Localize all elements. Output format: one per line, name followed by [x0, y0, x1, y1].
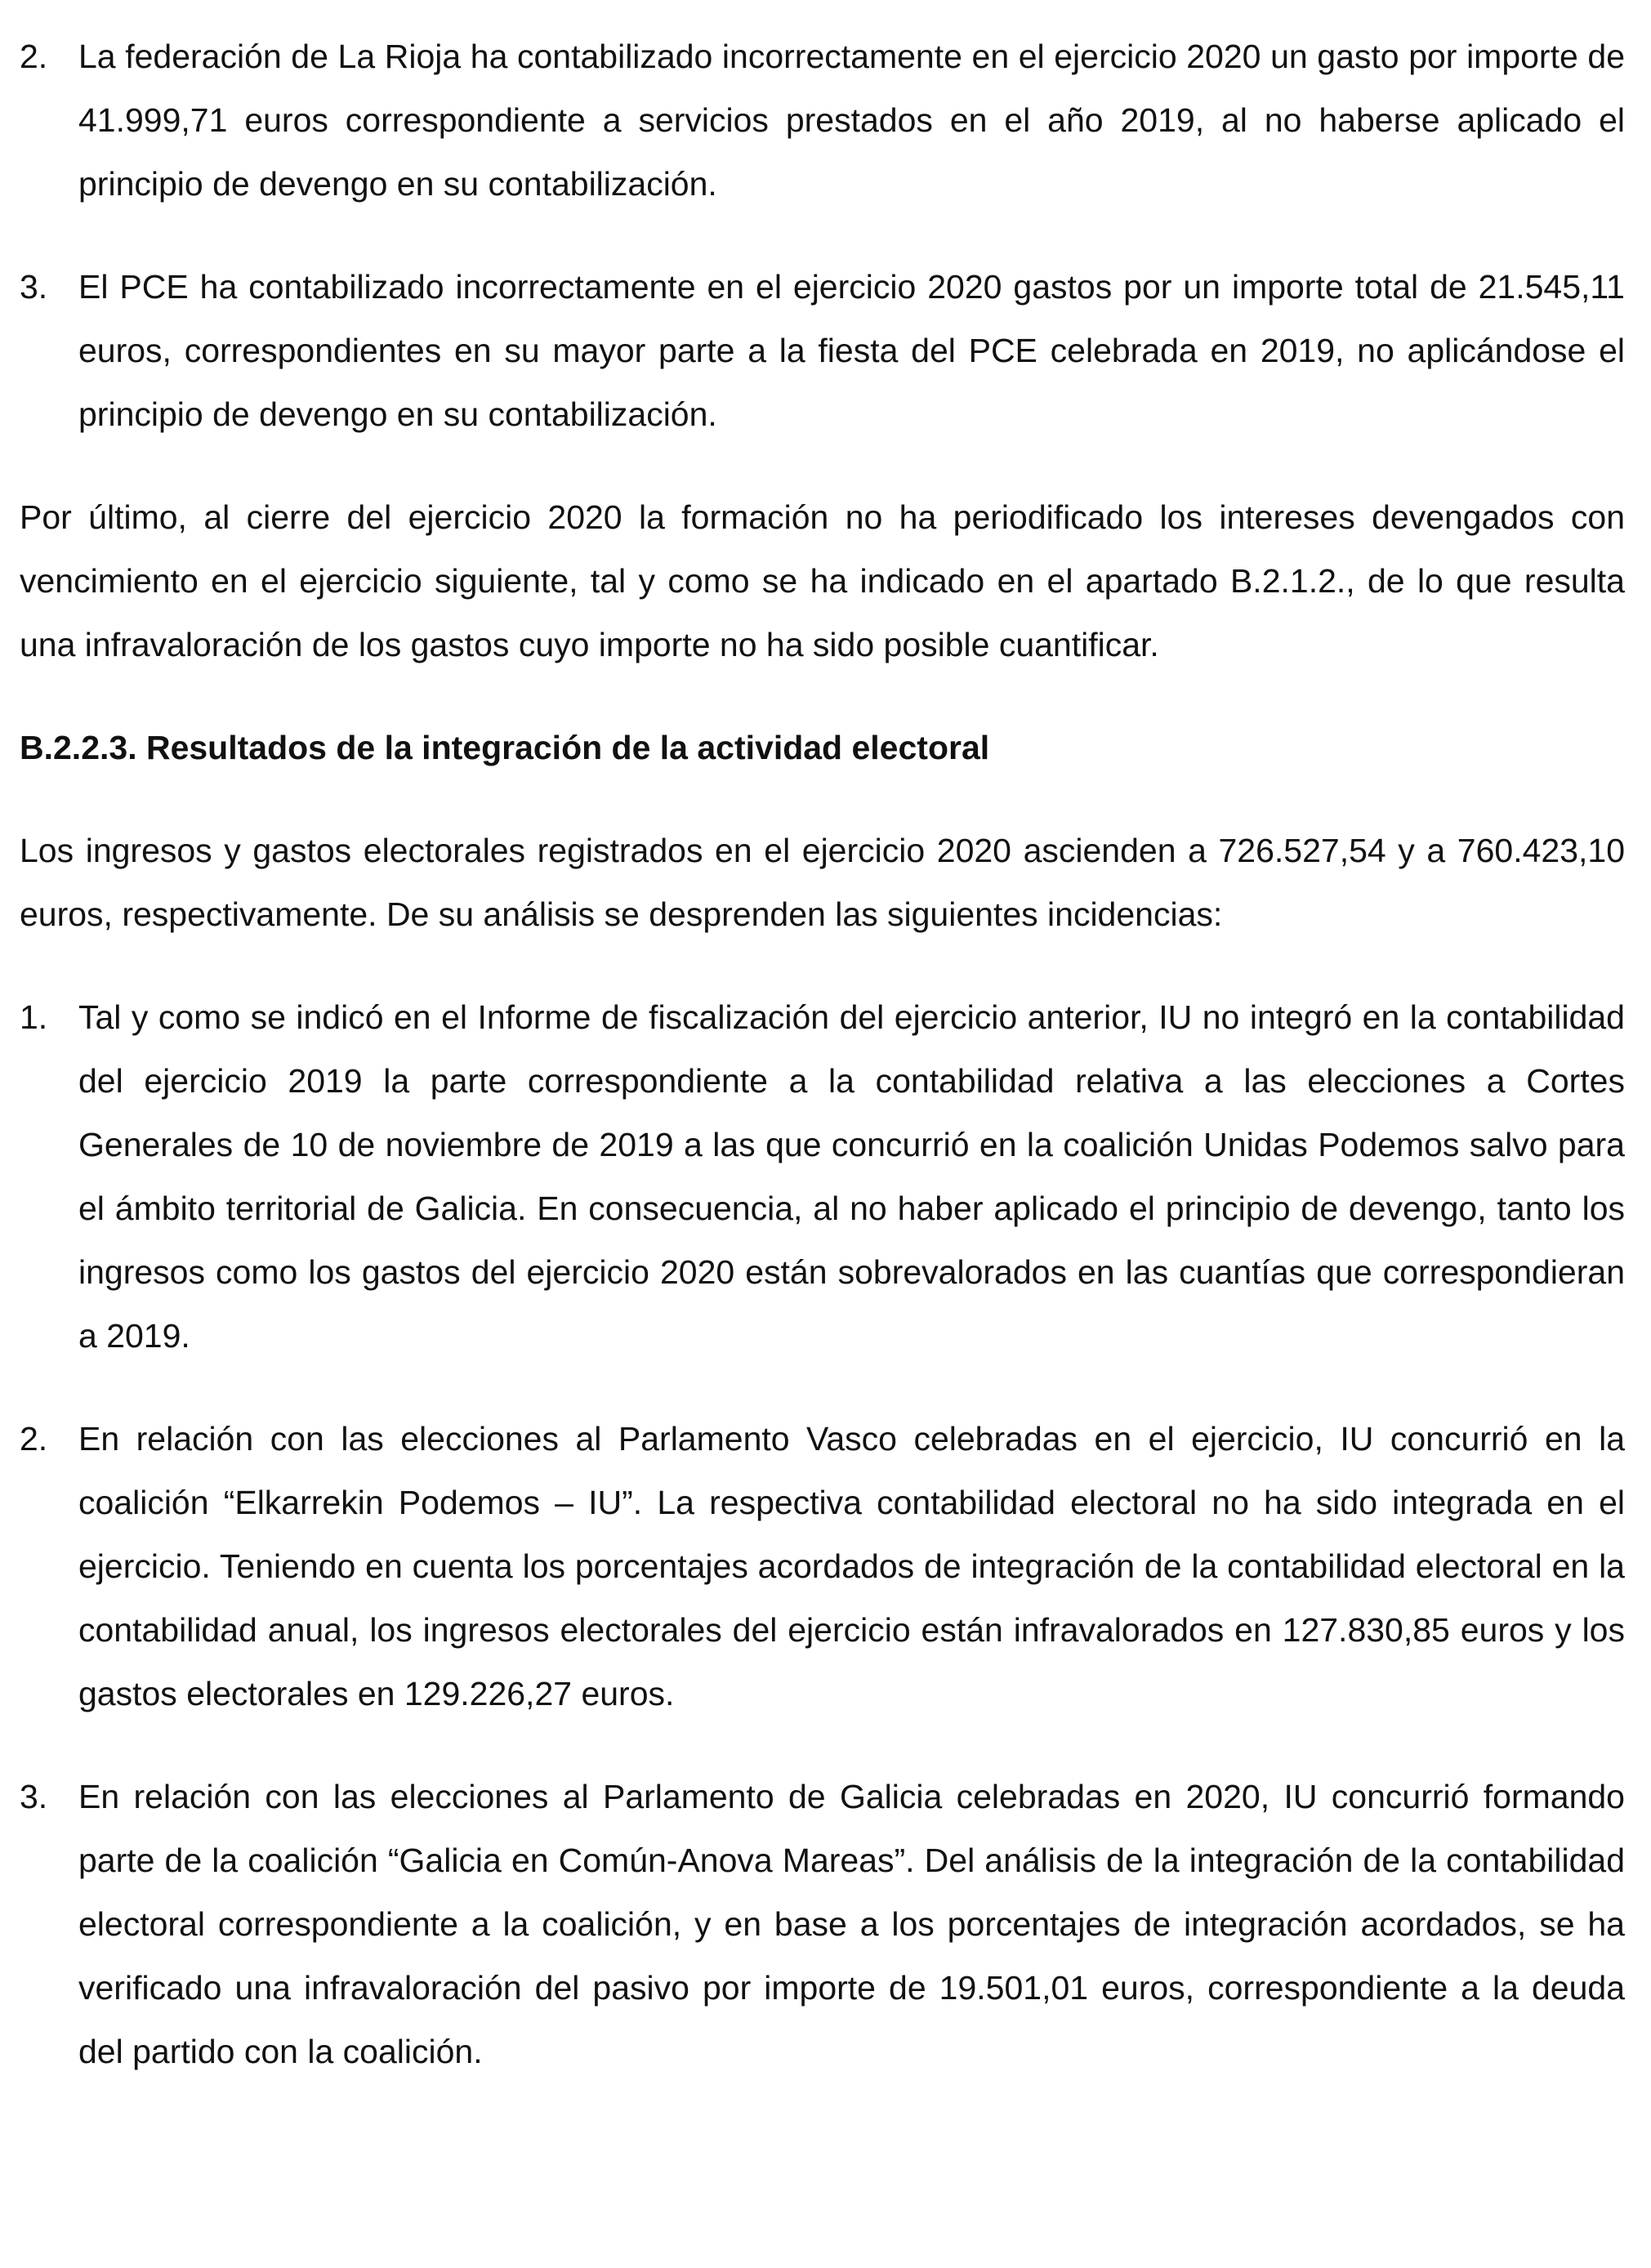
list-item-text: El PCE ha contabilizado incorrectamente en el ejercicio 2020 gastos por un importe total de 21.545,11 euros, correspondientes en su mayor parte a la fiesta del PCE celebrada en 2019, no aplicándose el principio de devengo en su contabilización. [78, 268, 1625, 433]
list-item-number: 2. [20, 38, 48, 75]
list-item [20, 255, 1625, 446]
list-item-text: En relación con las elecciones al Parlamento de Galicia celebradas en 2020, IU concurrió formando parte de la coalición “Galicia en Común-Anova Mareas”. Del análisis de la integración de la contabilidad electoral correspondiente a la coalición, y en base a los porcentajes de integración acordados, se ha verificado una infravaloración del pasivo por importe de 19.501,01 euros, correspondiente a la deuda del partido con la coalición. [78, 1778, 1625, 2070]
closing-paragraph: Por último, al cierre del ejercicio 2020 la formación no ha periodificado los intereses devengados con vencimiento en el ejercicio siguiente, tal y como se ha indicado en el apartado B.2.1.2., de lo que resulta una infravaloración de los gastos cuyo importe no ha sido posible cuantificar. [20, 498, 1625, 663]
section-intro-paragraph: Los ingresos y gastos electorales registrados en el ejercicio 2020 ascienden a 726.527,54 y a 760.423,10 euros, respectivamente. De su análisis se desprenden las siguientes incidencias: [20, 832, 1625, 933]
list-item [20, 985, 1625, 1368]
list-item [20, 1765, 1625, 2083]
list-item-text: Tal y como se indicó en el Informe de fiscalización del ejercicio anterior, IU no integró en la contabilidad del ejercicio 2019 la parte correspondiente a la contabilidad relativa a las elecciones a Cortes Generales de 10 de noviembre de 2019 a las que concurrió en la coalición Unidas Podemos salvo para el ámbito territorial de Galicia. En consecuencia, al no haber aplicado el principio de devengo, tanto los ingresos como los gastos del ejercicio 2020 están sobrevalorados en las cuantías que correspondieran a 2019. [78, 998, 1625, 1355]
document-page [20, 25, 1625, 2083]
list-item [20, 1407, 1625, 1726]
list-item-number: 3. [20, 1778, 48, 1815]
list-item-text: En relación con las elecciones al Parlamento Vasco celebradas en el ejercicio, IU concurrió en la coalición “Elkarrekin Podemos – IU”. La respectiva contabilidad electoral no ha sido integrada en el ejercicio. Teniendo en cuenta los porcentajes acordados de integración de la contabilidad electoral en la contabilidad anual, los ingresos electorales del ejercicio están infravalorados en 127.830,85 euros y los gastos electorales en 129.226,27 euros. [78, 1420, 1625, 1712]
list-item-number: 3. [20, 268, 48, 306]
list-item-number: 2. [20, 1420, 48, 1458]
list-item [20, 25, 1625, 216]
list-item-text: La federación de La Rioja ha contabilizado incorrectamente en el ejercicio 2020 un gasto por importe de 41.999,71 euros correspondiente a servicios prestados en el año 2019, al no haberse aplicado el principio de devengo en su contabilización. [78, 38, 1625, 203]
list-item-number: 1. [20, 998, 48, 1036]
section-heading: B.2.2.3. Resultados de la integración de la actividad electoral [20, 729, 990, 766]
